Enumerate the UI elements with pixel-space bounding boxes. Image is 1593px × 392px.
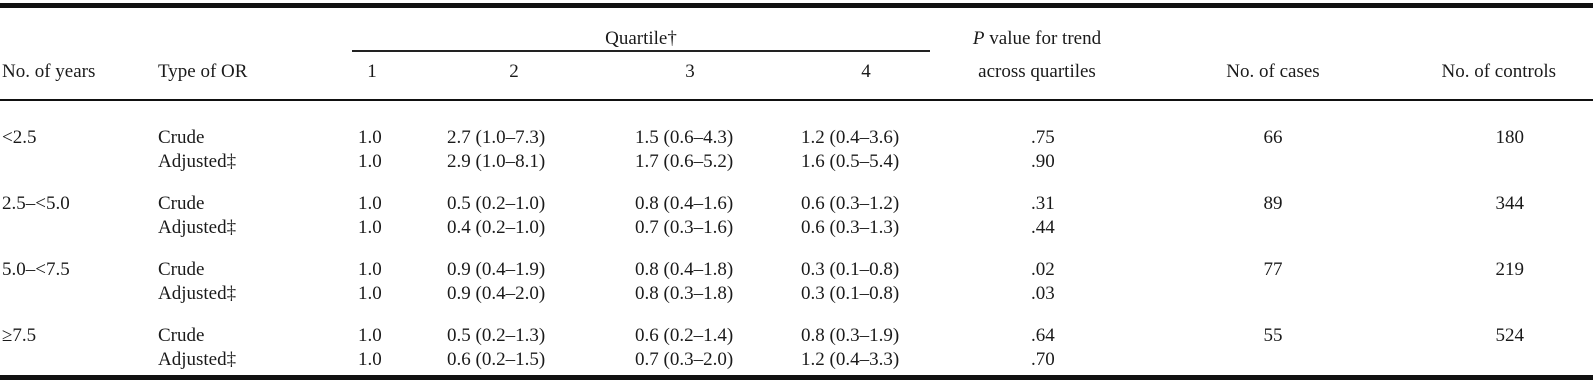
q3-cell: 1.7 (0.6–5.2)	[635, 151, 734, 172]
header-no-of-controls: No. of controls	[1441, 61, 1556, 82]
q2-cell: 0.4 (0.2–1.0)	[447, 217, 546, 238]
cases-cell: 77	[1263, 259, 1283, 280]
q3-cell: 0.8 (0.4–1.6)	[635, 193, 734, 214]
controls-cell: 524	[1495, 325, 1524, 346]
q3-cell: 0.6 (0.2–1.4)	[635, 325, 734, 346]
controls-cell: 180	[1495, 127, 1524, 148]
p-value-cell: .75	[1031, 127, 1055, 148]
header-p-value-line1	[973, 28, 1101, 50]
p-value-cell: .70	[1031, 349, 1055, 370]
cases-cell: 89	[1263, 193, 1283, 214]
bottom-rule	[0, 375, 1593, 380]
controls-cell: 344	[1495, 193, 1524, 214]
header-p-rest: value for trend	[984, 28, 1102, 49]
p-value-cell: .90	[1031, 151, 1055, 172]
q4-cell: 0.3 (0.1–0.8)	[801, 259, 900, 280]
years-cell: 5.0–<7.5	[2, 259, 70, 280]
q2-cell: 0.5 (0.2–1.0)	[447, 193, 546, 214]
header-rule	[0, 99, 1593, 101]
header-quartile-4: 4	[861, 61, 871, 82]
q4-cell: 0.6 (0.3–1.2)	[801, 193, 900, 214]
or-type-cell: Crude	[158, 127, 205, 148]
controls-cell: 219	[1495, 259, 1524, 280]
q2-cell: 0.5 (0.2–1.3)	[447, 325, 546, 346]
p-value-cell: .31	[1031, 193, 1055, 214]
cases-cell: 66	[1263, 127, 1283, 148]
p-value-cell: .44	[1031, 217, 1055, 238]
p-value-cell: .64	[1031, 325, 1055, 346]
header-p-italic: P	[972, 28, 985, 49]
header-quartile-2: 2	[509, 61, 519, 82]
q2-cell: 0.6 (0.2–1.5)	[447, 349, 546, 370]
q2-cell: 2.7 (1.0–7.3)	[447, 127, 546, 148]
q3-cell: 0.8 (0.3–1.8)	[635, 283, 734, 304]
q3-cell: 0.8 (0.4–1.8)	[635, 259, 734, 280]
q1-cell: 1.0	[358, 283, 382, 304]
q1-cell: 1.0	[358, 325, 382, 346]
cases-cell: 55	[1263, 325, 1283, 346]
or-type-cell: Adjusted‡	[158, 151, 237, 172]
or-type-cell: Crude	[158, 259, 205, 280]
q3-cell: 0.7 (0.3–1.6)	[635, 217, 734, 238]
years-cell: 2.5–<5.0	[2, 193, 70, 214]
q1-cell: 1.0	[358, 151, 382, 172]
q1-cell: 1.0	[358, 193, 382, 214]
top-rule	[0, 3, 1593, 8]
q2-cell: 0.9 (0.4–2.0)	[447, 283, 546, 304]
p-value-cell: .03	[1031, 283, 1055, 304]
q1-cell: 1.0	[358, 259, 382, 280]
q2-cell: 0.9 (0.4–1.9)	[447, 259, 546, 280]
q4-cell: 0.3 (0.1–0.8)	[801, 283, 900, 304]
header-no-of-cases: No. of cases	[1226, 61, 1320, 82]
header-type-of-or: Type of OR	[158, 61, 248, 82]
header-no-of-years: No. of years	[2, 61, 96, 82]
years-cell: ≥7.5	[2, 325, 37, 346]
or-type-cell: Crude	[158, 193, 205, 214]
q2-cell: 2.9 (1.0–8.1)	[447, 151, 546, 172]
q4-cell: 1.2 (0.4–3.6)	[801, 127, 900, 148]
q4-cell: 1.6 (0.5–5.4)	[801, 151, 900, 172]
q4-cell: 0.8 (0.3–1.9)	[801, 325, 900, 346]
years-cell: <2.5	[2, 127, 37, 148]
q4-cell: 0.6 (0.3–1.3)	[801, 217, 900, 238]
or-type-cell: Adjusted‡	[158, 283, 237, 304]
or-type-cell: Adjusted‡	[158, 349, 237, 370]
or-type-cell: Crude	[158, 325, 205, 346]
header-quartile: Quartile†	[605, 28, 677, 49]
header-quartile-1: 1	[367, 61, 377, 82]
q4-cell: 1.2 (0.4–3.3)	[801, 349, 900, 370]
p-value-cell: .02	[1031, 259, 1055, 280]
q1-cell: 1.0	[358, 349, 382, 370]
q1-cell: 1.0	[358, 217, 382, 238]
q3-cell: 0.7 (0.3–2.0)	[635, 349, 734, 370]
or-type-cell: Adjusted‡	[158, 217, 237, 238]
q1-cell: 1.0	[358, 127, 382, 148]
q3-cell: 1.5 (0.6–4.3)	[635, 127, 734, 148]
header-p-value-line2: across quartiles	[978, 61, 1096, 82]
quartile-spanner-rule	[352, 50, 930, 52]
header-quartile-3: 3	[685, 61, 695, 82]
